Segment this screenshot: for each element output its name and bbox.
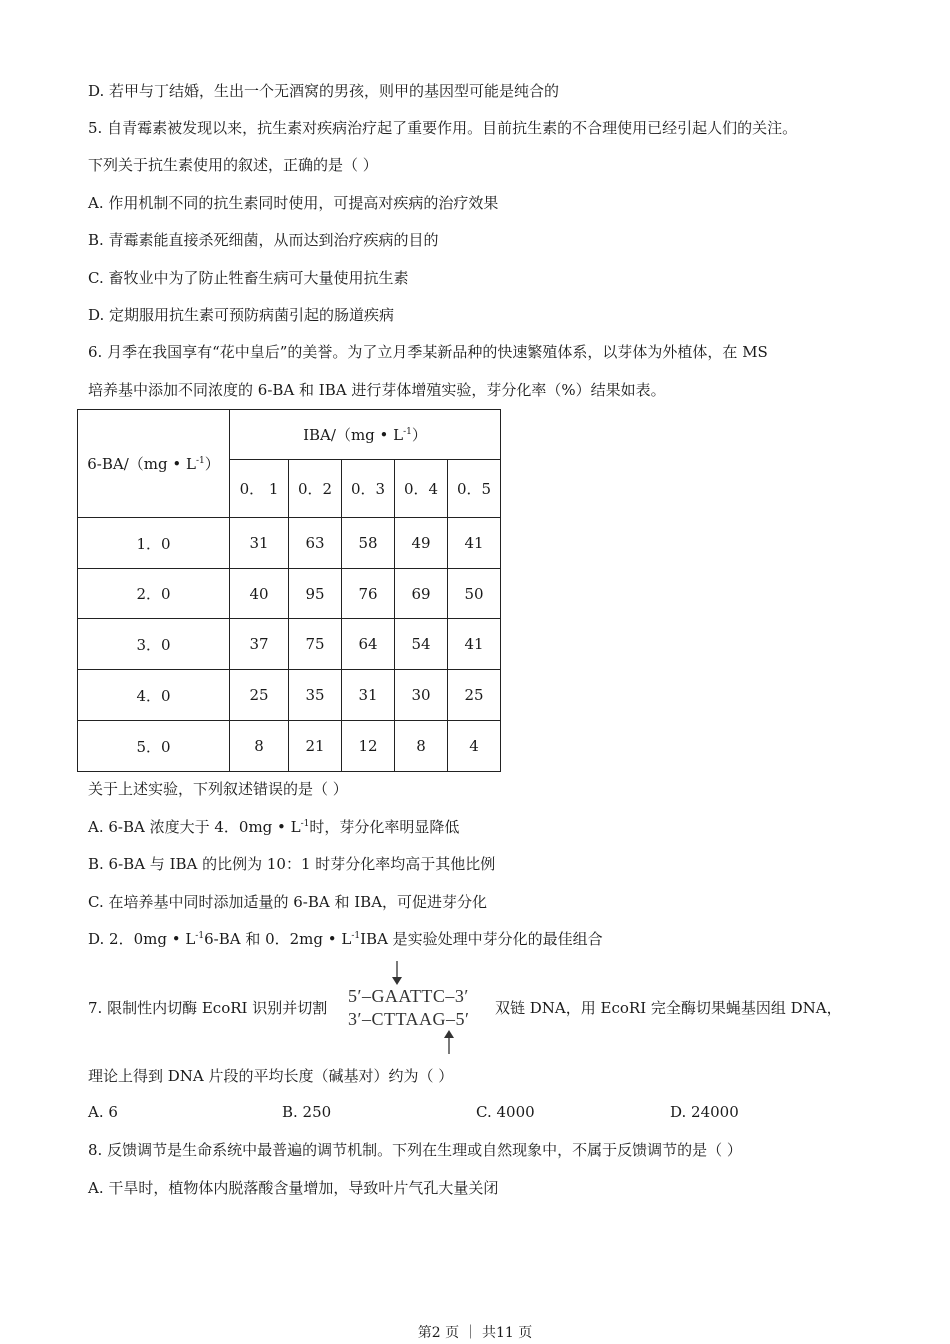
table-row — [78, 619, 501, 670]
row-label: 2．0 — [78, 569, 230, 619]
top-cut-arrow-head — [392, 977, 402, 985]
q5-stem-line2: 下列关于抗生素使用的叙述，正确的是（ ） — [88, 156, 378, 174]
q4-option-d: D. 若甲与丁结婚，生出一个无酒窝的男孩，则甲的基因型可能是纯合的 — [88, 82, 560, 100]
table-cell: 25 — [448, 670, 501, 721]
table-cell: 8 — [395, 721, 448, 772]
table-cell: 40 — [230, 569, 289, 619]
q5-option-c: C. 畜牧业中为了防止牲畜生病可大量使用抗生素 — [88, 269, 409, 287]
row-header-6ba: 6-BA/（mg • $L^{-1}$） — [78, 410, 230, 518]
page-number: 第2 页 ｜ 共11 页 — [417, 1325, 533, 1341]
q5-stem-line1: 5. 自青霉素被发现以来，抗生素对疾病治疗起了重要作用。目前抗生素的不合理使用已经引起人们的关注。 — [88, 119, 798, 137]
strand-bottom: 3′–CTTAAG–5′ — [348, 1009, 470, 1029]
row-label: 5．0 — [78, 721, 230, 772]
table-cell: 95 — [289, 569, 342, 619]
table-cell: 21 — [289, 721, 342, 772]
table-cell: 30 — [395, 670, 448, 721]
row-label: 3．0 — [78, 619, 230, 670]
table-cell: 31 — [230, 518, 289, 569]
q6-stem-line1: 6. 月季在我国享有“花中皇后”的美誉。为了立月季某新品种的快速繁殖体系，以芽体为外植体，在 MS — [88, 343, 768, 361]
table-cell: 37 — [230, 619, 289, 670]
q6-stem-line2: 培养基中添加不同浓度的 6-BA 和 IBA 进行芽体增殖实验，芽分化率（%）结果如表。 — [88, 381, 666, 399]
table-cell: 63 — [289, 518, 342, 569]
q5-option-b: B. 青霉素能直接杀死细菌，从而达到治疗疾病的目的 — [88, 231, 439, 249]
table-cell: 41 — [448, 619, 501, 670]
q7-option-c: C. 4000 — [476, 1103, 535, 1121]
table-cell: 54 — [395, 619, 448, 670]
table-row — [78, 721, 501, 772]
table-cell: 49 — [395, 518, 448, 569]
table-cell: 35 — [289, 670, 342, 721]
q6-option-b: B. 6-BA 与 IBA 的比例为 10：1 时芽分化率均高于其他比例 — [88, 855, 496, 873]
cut-arrows — [348, 959, 492, 1057]
q8-option-a: A. 干旱时，植物体内脱落酸含量增加，导致叶片气孔大量关闭 — [88, 1179, 499, 1197]
table-cell: 8 — [230, 721, 289, 772]
q7-stem-line2: 理论上得到 DNA 片段的平均长度（碱基对）约为（ ） — [88, 1067, 454, 1085]
iba-col-4: 0．4 — [395, 460, 448, 518]
q8-stem: 8. 反馈调节是生命系统中最普遍的调节机制。下列在生理或自然现象中，不属于反馈调节的是（ ） — [88, 1141, 742, 1159]
table-cell: 12 — [342, 721, 395, 772]
bottom-cut-arrow-head — [444, 1030, 454, 1038]
q7-option-d: D. 24000 — [670, 1103, 739, 1121]
table-cell: 58 — [342, 518, 395, 569]
iba-col-3: 0．3 — [342, 460, 395, 518]
q6-option-c: C. 在培养基中同时添加适量的 6-BA 和 IBA，可促进芽分化 — [88, 893, 488, 911]
iba-col-1: 0． 1 — [230, 460, 289, 518]
table-row — [78, 569, 501, 619]
col-header-iba: IBA/（mg • $L^{-1}$） — [230, 410, 501, 460]
table-row — [78, 518, 501, 569]
table-cell: 41 — [448, 518, 501, 569]
table-cell: 31 — [342, 670, 395, 721]
table-row — [78, 670, 501, 721]
iba-col-5: 0．5 — [448, 460, 501, 518]
table-cell: 76 — [342, 569, 395, 619]
q7-option-b: B. 250 — [282, 1103, 332, 1121]
row-label: 1．0 — [78, 518, 230, 569]
ecori-site-diagram — [348, 959, 492, 1057]
table-cell: 4 — [448, 721, 501, 772]
q6-option-a: A. 6-BA 浓度大于 4．0mg • $L^{-1}$时，芽分化率明显降低 — [88, 818, 460, 836]
row-label: 4．0 — [78, 670, 230, 721]
table-cell: 50 — [448, 569, 501, 619]
q7-stem-pre: 7. 限制性内切酶 EcoRI 识别并切割 — [88, 999, 328, 1017]
q5-option-d: D. 定期服用抗生素可预防病菌引起的肠道疾病 — [88, 306, 395, 324]
table-cell: 25 — [230, 670, 289, 721]
iba-col-2: 0．2 — [289, 460, 342, 518]
bud-differentiation-table — [77, 409, 501, 772]
q6-question: 关于上述实验，下列叙述错误的是（ ） — [88, 780, 348, 798]
q7-option-a: A. 6 — [88, 1103, 118, 1121]
table-cell: 69 — [395, 569, 448, 619]
strand-top: 5′–GAATTC–3′ — [348, 986, 469, 1006]
table-cell: 64 — [342, 619, 395, 670]
q7-stem-post: 双链 DNA，用 EcoRI 完全酶切果蝇基因组 DNA， — [495, 999, 842, 1017]
table-cell: 75 — [289, 619, 342, 670]
q6-option-d: D. 2．0mg • $L^{-1}6-BA$ 和 0．2mg • $L^{-1}IBA$ 是实验处理中芽分化的最佳组合 — [88, 930, 603, 948]
q5-option-a: A. 作用机制不同的抗生素同时使用，可提高对疾病的治疗效果 — [88, 194, 499, 212]
